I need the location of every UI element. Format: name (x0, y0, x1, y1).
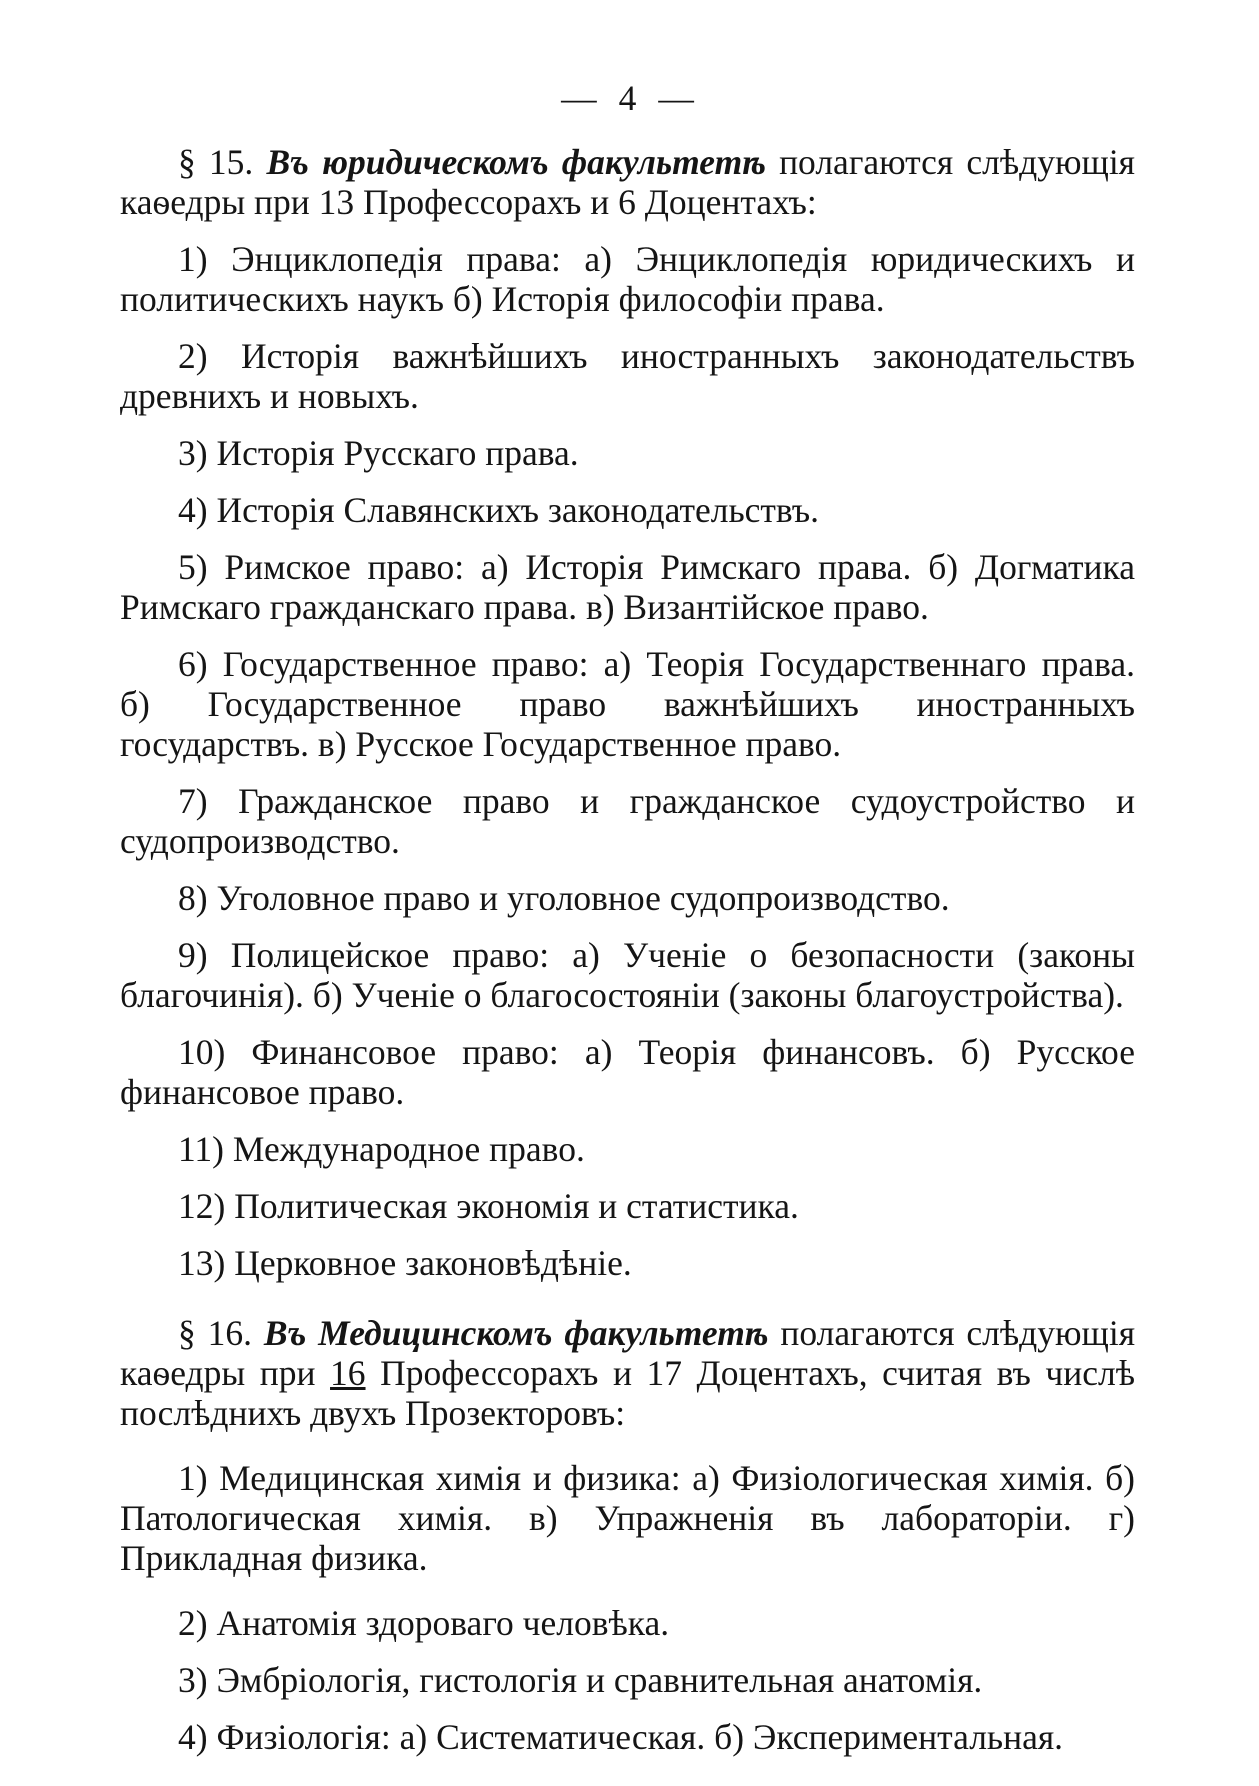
document-page (120, 78, 1135, 1774)
section-16-heading (120, 1313, 1135, 1433)
section-16-professors-count: 16 (330, 1353, 366, 1393)
section-16-intro-after: Профессорахъ и 17 Доцентахъ, считая въ числѣ послѣднихъ двухъ Прозекторовъ: (120, 1353, 1136, 1433)
list-item: 6) Государственное право: а) Теорія Государственнаго права. б) Государственное право важнѣйшихъ иностранныхъ государствъ. в) Русское Государственное право. (120, 644, 1135, 764)
section-15-heading (120, 142, 1135, 222)
list-item: 12) Политическая экономія и статистика. (178, 1186, 799, 1226)
list-item: 4) Исторія Славянскихъ законодательствъ. (178, 490, 820, 530)
section-15-sign: § 15. (178, 142, 254, 182)
list-item: 9) Полицейское право: а) Ученіе о безопасности (законы благочинія). б) Ученіе о благосостояніи (законы благоустройства). (120, 935, 1135, 1015)
list-item: 1) Медицинская химія и физика: а) Физіологическая химія. б) Патологическая химія. в) Упражненія въ лабораторіи. г) Прикладная физика. (120, 1458, 1135, 1578)
section-16-sign: § 16. (178, 1313, 253, 1353)
list-item: 13) Церковное законовѣдѣніе. (178, 1243, 632, 1283)
section-16-faculty: Въ Медицинскомъ факультетѣ (263, 1313, 769, 1353)
list-item: 8) Уголовное право и уголовное судопроизводство. (178, 878, 950, 918)
list-item: 10) Финансовое право: а) Теорія финансовъ. б) Русское финансовое право. (120, 1032, 1135, 1112)
page-number: — 4 — (561, 78, 694, 118)
list-item: 2) Анатомія здороваго человѣка. (178, 1603, 670, 1643)
list-item: 4) Физіологія: а) Систематическая. б) Экспериментальная. (178, 1717, 1064, 1757)
list-item: 7) Гражданское право и гражданское судоустройство и судопроизводство. (120, 781, 1135, 861)
list-item: 5) Римское право: а) Исторія Римскаго права. б) Догматика Римскаго гражданскаго права. в) Византійское право. (120, 547, 1135, 627)
section-15-faculty: Въ юридическомъ факультетѣ (266, 142, 766, 182)
section-15-intro: полагаются слѣдующія каѳедры при 13 Профессорахъ и 6 Доцентахъ: (120, 142, 1136, 222)
list-item: 2) Исторія важнѣйшихъ иностранныхъ законодательствъ древнихъ и новыхъ. (120, 336, 1135, 416)
list-item: 3) Эмбріологія, гистологія и сравнительная анатомія. (178, 1660, 983, 1700)
list-item: 3) Исторія Русскаго права. (178, 433, 579, 473)
list-item: 11) Международное право. (178, 1129, 585, 1169)
section-16-intro-before: полагаются слѣдующія каѳедры при (120, 1313, 1136, 1393)
list-item: 1) Энциклопедія права: а) Энциклопедія юридическихъ и политическихъ наукъ б) Исторія философіи права. (120, 239, 1135, 319)
